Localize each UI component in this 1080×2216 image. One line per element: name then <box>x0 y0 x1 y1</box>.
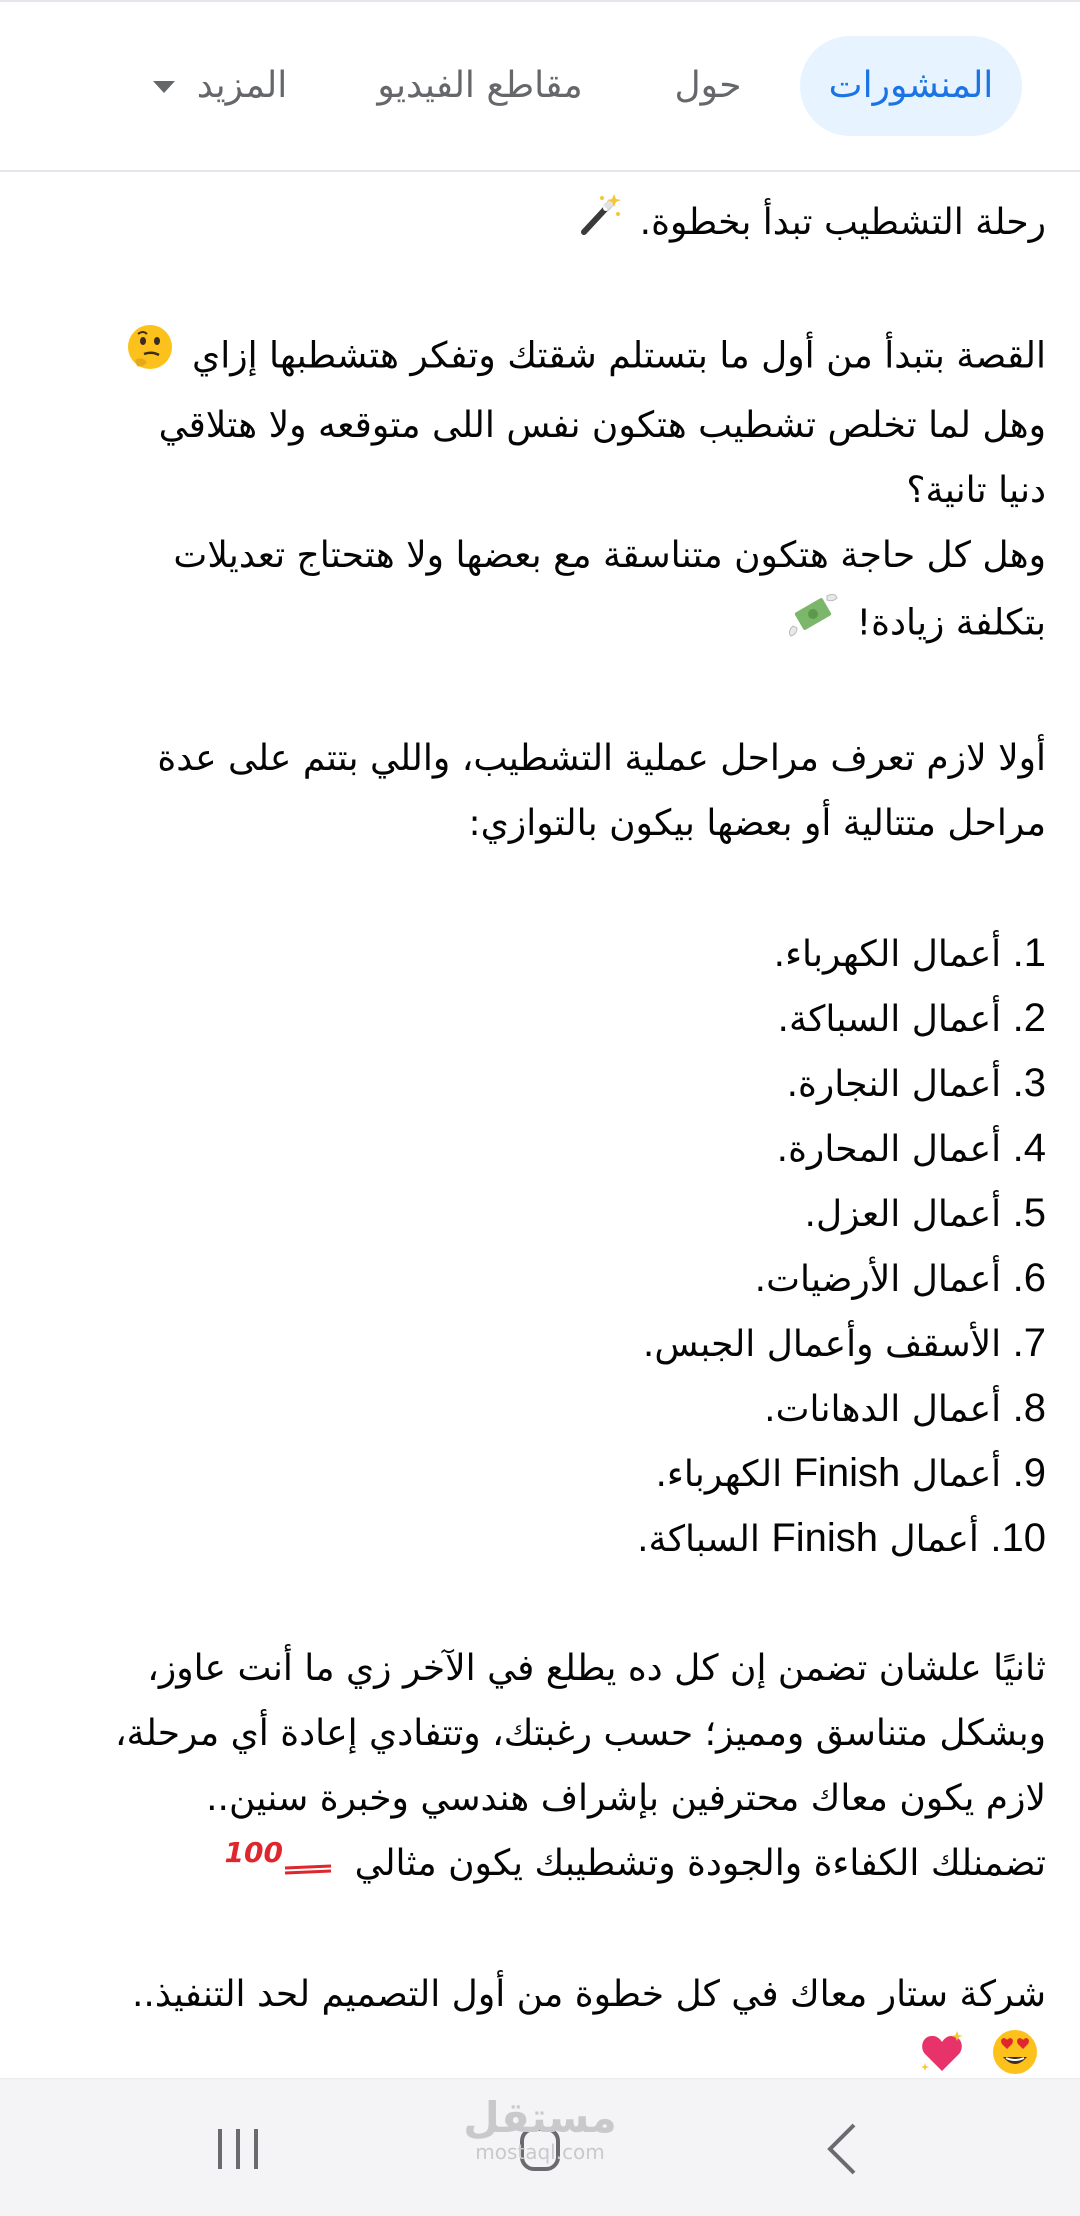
back-chevron-icon <box>780 2109 900 2189</box>
list-item <box>64 986 1046 1051</box>
list-item-text: أعمال العزل. <box>804 1193 1002 1235</box>
list-item-number: 6. <box>1012 1255 1046 1300</box>
second-line-3: لازم يكون معاك محترفين بإشراف هندسي وخبرة سنين.. <box>206 1777 1046 1819</box>
spacer <box>64 1571 1046 1636</box>
list-item-number: 10. <box>990 1515 1046 1560</box>
list-item-text: أعمال الدهانات. <box>764 1388 1002 1430</box>
list-item-latin: Finish <box>771 1515 879 1560</box>
list-item-number: 8. <box>1012 1385 1046 1430</box>
list-item-latin: Finish <box>793 1450 901 1495</box>
recent-apps-button[interactable] <box>180 2109 300 2189</box>
post-title-line <box>64 190 1046 257</box>
list-item-number: 1. <box>1012 930 1046 975</box>
list-item-text: الكهرباء. <box>655 1453 783 1495</box>
list-item-text: أعمال <box>889 1518 979 1560</box>
second-paragraph <box>64 1636 1046 1898</box>
first-line-1: أولا لازم تعرف مراحل عملية التشطيب، واللي بتتم على عدة <box>157 737 1046 779</box>
post-body <box>64 190 1046 2098</box>
second-line-4: تضمنلك الكفاءة والجودة وتشطيبك يكون مثالي <box>354 1842 1046 1884</box>
list-item-number: 7. <box>1012 1320 1046 1365</box>
list-item-text: أعمال السباكة. <box>777 998 1002 1040</box>
hundred-points-icon <box>224 1832 337 1897</box>
q1-line-2: وهل لما تخلص تشطيب هتكون نفس اللى متوقعه ولا هتلاقي <box>158 404 1046 446</box>
list-item-text: أعمال <box>911 1453 1002 1495</box>
watermark <box>460 2095 620 2163</box>
caret-down-icon <box>153 81 175 93</box>
system-navigation-bar <box>0 2078 1080 2216</box>
second-line-2: وبشكل متناسق ومميز؛ حسب رغبتك، وتتفادي إعادة أي مرحلة، <box>114 1712 1046 1754</box>
q1-line-1: القصة بتبدأ من أول ما بتستلم شقتك وتفكر هتشطبها إزاي <box>192 335 1046 376</box>
list-item-number: 3. <box>1012 1060 1046 1105</box>
list-item-text: الأسقف وأعمال الجبس. <box>642 1323 1002 1365</box>
q2-line-2: بتكلفة زيادة! <box>856 602 1046 643</box>
list-item <box>64 1376 1046 1441</box>
list-item-number: 4. <box>1012 1125 1046 1170</box>
tab-more-label: المزيد <box>196 65 288 106</box>
list-item-text: أعمال الأرضيات. <box>754 1258 1002 1300</box>
list-item-number: 2. <box>1012 995 1046 1040</box>
first-line-2: مراحل متتالية أو بعضها بيكون بالتوازي: <box>468 802 1046 844</box>
tab-about-label: حول <box>674 65 742 106</box>
spacer <box>64 1897 1046 1962</box>
spacer <box>64 661 1046 726</box>
question-paragraph-2 <box>64 523 1046 661</box>
list-item-text: أعمال المحارة. <box>776 1128 1002 1170</box>
list-item <box>64 1181 1046 1246</box>
magic-wand-icon <box>578 192 622 257</box>
q2-line-1: وهل كل حاجة هتكون متناسقة مع بعضها ولا هتحتاج تعديلات <box>173 534 1046 576</box>
recent-apps-icon <box>180 2109 300 2189</box>
list-item <box>64 921 1046 986</box>
list-item <box>64 1311 1046 1376</box>
stages-list <box>64 921 1046 1571</box>
tab-posts[interactable] <box>800 36 1022 136</box>
page-tab-bar <box>0 2 1080 172</box>
list-item <box>64 1441 1046 1506</box>
watermark-sub: mostaql.com <box>475 2140 605 2164</box>
spacer <box>64 856 1046 921</box>
post-title-text: رحلة التشطيب تبدأ بخطوة. <box>639 202 1046 243</box>
first-paragraph <box>64 726 1046 856</box>
list-item <box>64 1116 1046 1181</box>
list-item-text: السباكة. <box>637 1518 760 1560</box>
list-item-text: أعمال النجارة. <box>786 1063 1002 1105</box>
watermark-main: مستقل <box>463 2093 617 2142</box>
list-item <box>64 1051 1046 1116</box>
spacer <box>64 257 1046 322</box>
tab-more-dropdown[interactable] <box>130 36 310 136</box>
back-button[interactable] <box>780 2109 900 2189</box>
list-item-text: أعمال الكهرباء. <box>773 933 1002 975</box>
tab-videos-label: مقاطع الفيديو <box>377 65 583 106</box>
tab-about[interactable] <box>648 36 768 136</box>
closing-line-1: شركة ستار معاك في كل خطوة من أول التصميم لحد التنفيذ.. <box>131 1974 1046 2015</box>
list-item <box>64 1506 1046 1571</box>
second-line-1: ثانيًا علشان تضمن إن كل ده يطلع في الآخر زي ما أنت عاوز، <box>147 1647 1046 1689</box>
q1-line-3: دنيا تانية؟ <box>906 469 1046 511</box>
list-item-number: 9. <box>1012 1450 1046 1495</box>
list-item <box>64 1246 1046 1311</box>
list-item-number: 5. <box>1012 1190 1046 1235</box>
tab-posts-label: المنشورات <box>828 65 994 106</box>
tab-videos[interactable] <box>360 36 600 136</box>
question-paragraph-1 <box>64 322 1046 523</box>
svg-text:100: 100 <box>224 1836 284 1869</box>
money-with-wings-icon <box>787 588 839 661</box>
thinking-face-icon <box>125 322 175 393</box>
